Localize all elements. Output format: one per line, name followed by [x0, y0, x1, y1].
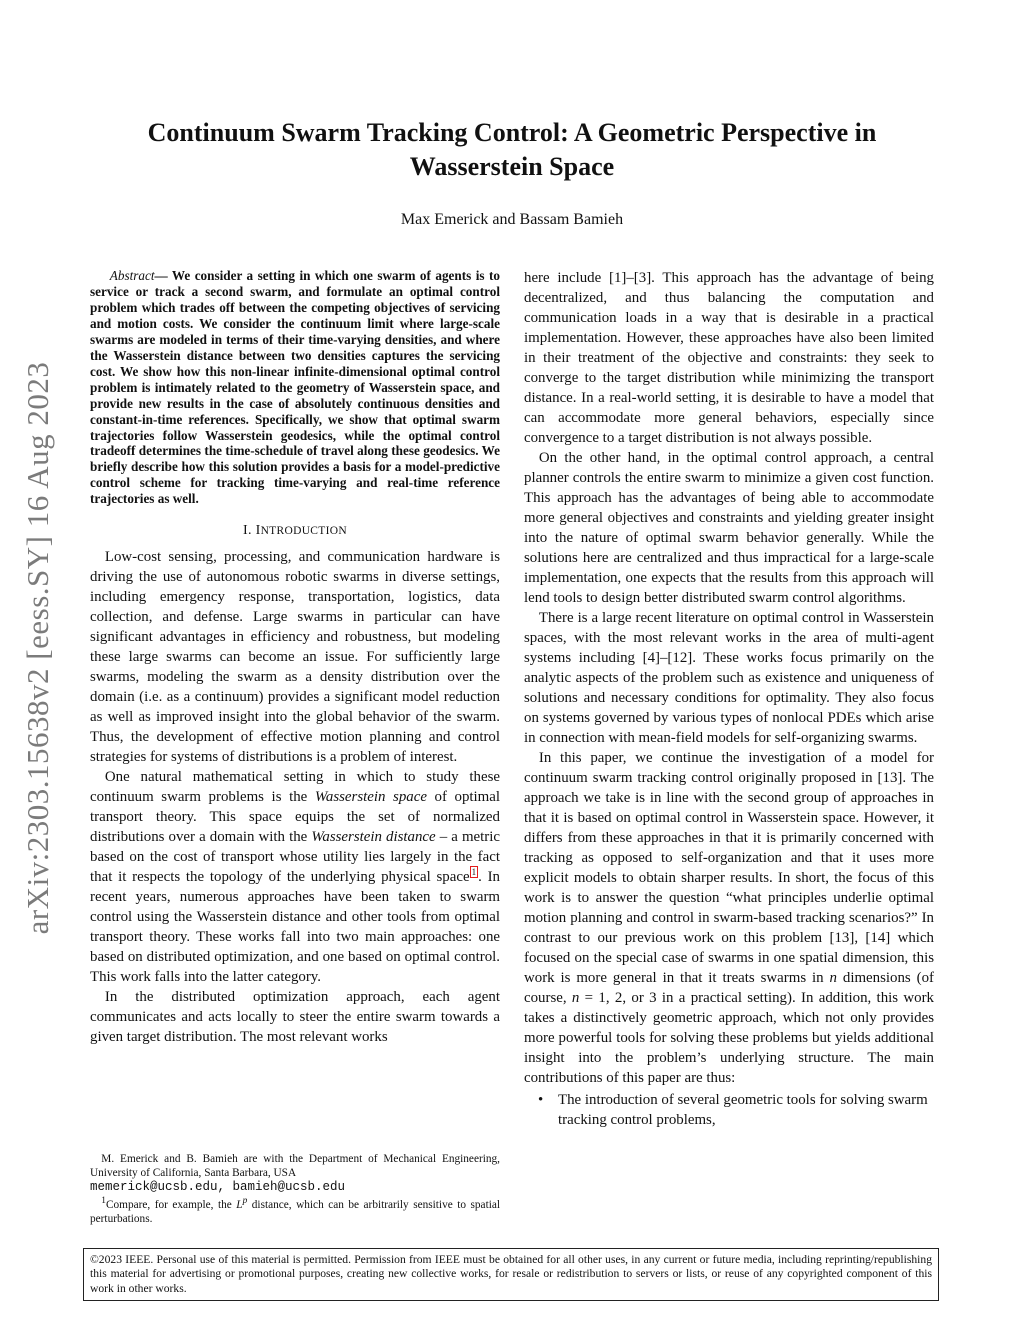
affiliation-text: M. Emerick and B. Bamieh are with the Department of Mechanical Engineering, University of California, Santa Barbara, USA	[90, 1153, 500, 1179]
right-p4-text-b: dimensions (of course,	[524, 970, 934, 1006]
footnotes	[90, 1152, 500, 1226]
abstract	[90, 268, 500, 507]
intro-p2-text-d: . In recent years, numerous approaches have been taken to swarm control using the Wasserstein distance and other tools from optimal transport theory. These works fall into two main approaches: one based on distributed optimization, and one based on optimal control. This work falls into the latter category.	[90, 869, 500, 986]
author-emails[interactable]: memerick@ucsb.edu, bamieh@ucsb.edu	[90, 1180, 346, 1194]
section-first-letter: I	[255, 523, 261, 539]
footnote-1-mark: 1	[101, 1196, 106, 1206]
intro-paragraph-3: In the distributed optimization approach, each agent communicates and acts locally to steer the entire swarm towards a given target distribution. The most relevant works	[90, 989, 500, 1046]
right-p4-text-a: In this paper, we continue the investigation of a model for continuum swarm tracking control originally proposed in [13]. The approach we take is in line with the second group of approaches in that it is based on optimal control in Wasserstein space. However, it differs from these approaches in that it is primarily concerned with tracking as opposed to self-organization and that it uses more explicit models to obtain sharper results. In short, the focus of this work is to answer the question “what principles underlie optimal motion planning and control in swarm-based tracking scenarios?” In contrast to our previous work on this problem [13], [14] which focused on the special case of swarms in one spatial dimension, this work is more general in that it treats swarms in	[524, 750, 934, 986]
intro-p2-text-a: One natural mathematical setting in which to study these continuum swarm problems is the	[90, 769, 500, 806]
paper-authors: Max Emerick and Bassam Bamieh	[400, 211, 624, 228]
intro-p2-emph-wasserstein-space: Wasserstein space	[314, 789, 427, 806]
right-p4-n-2: n	[571, 990, 580, 1006]
copyright-notice: ©2023 IEEE. Personal use of this material is permitted. Permission from IEEE must be obtained for all other uses, in any current or future media, including reprinting/republishing this material for advertising or promotional purposes, creating new collective works, for resale or redistribution to servers or lists, or reuse of any copyrighted component of this work in other works.	[83, 1248, 939, 1301]
arxiv-identifier: arXiv:2303.15638v2 [eess.SY] 16 Aug 2023	[20, 361, 55, 935]
bullet-icon: •	[538, 1092, 544, 1108]
footnote-1-L: L	[236, 1198, 243, 1211]
intro-p2-text-c: – a metric based on the cost of transport whose utility lies largely in the fact that it respects the topology of the underlying physical space	[90, 829, 500, 886]
right-column	[524, 268, 934, 1130]
section-number: I.	[243, 523, 256, 539]
title-line-1: Continuum Swarm Tracking Control: A Geometric Perspective in	[147, 118, 877, 147]
right-paragraph-3: There is a large recent literature on optimal control in Wasserstein spaces, with the most relevant works in the area of multi-agent systems including [4]–[12]. These works focus primarily on the analytic aspects of the problem such as existence and uniqueness of solutions and necessary conditions for optimality. They also focus on systems governed by various types of nonlocal PDEs which arise in connection with mean-field models for self-organizing swarms.	[524, 610, 934, 746]
paper-title	[100, 116, 924, 184]
arxiv-sidebar-stamp	[14, 338, 62, 958]
footnote-1-text-a: Compare, for example, the	[106, 1198, 237, 1211]
abstract-label: Abstract	[109, 268, 155, 283]
list-item	[524, 1090, 934, 1130]
abstract-text: — We consider a setting in which one swarm of agents is to service or track a second swarm, and formulate an optimal control problem which trades off between the competing objectives of servicing and motion costs. We consider the continuum limit where large-scale swarms are modeled in terms of their time-varying densities, and where the Wasserstein distance between two densities captures the servicing cost. We show how this non-linear infinite-dimensional optimal control problem is intimately related to the geometry of Wasserstein space, and provide new results in the case of absolutely continuous densities and constant-in-time references. Specifically, we show that optimal swarm trajectories follow Wasserstein geodesics, while the optimal control tradeoff determines the time-schedule of travel along these geodesics. We briefly describe how this solution provides a basis for a model-predictive control scheme for tracking time-varying and real-time reference trajectories as well.	[90, 268, 500, 507]
contributions-list	[524, 1090, 934, 1130]
footnote-1	[90, 1194, 500, 1226]
intro-p2-emph-wasserstein-distance: Wasserstein distance	[311, 829, 436, 846]
intro-paragraph-1: Low-cost sensing, processing, and communication hardware is driving the use of autonomous robotic swarms in diverse settings, including emergency response, transportation, logistics, data collection, and defense. Large swarms in particular can have significant advantages in efficiency and robustness, but modeling these large swarms can become an issue. For sufficiently large swarms, modeling the swarm as a density distribution over the domain (i.e. as a continuum) provides a significant model reduction as well as improved insight into the global behavior of the swarm. Thus, the development of effective motion planning and control strategies for systems of distributions is a problem of interest.	[90, 549, 500, 766]
section-rest: NTRODUCTION	[260, 525, 347, 538]
footnote-1-text-b: distance, which can be arbitrarily sensitive to spatial perturbations.	[90, 1198, 500, 1225]
title-line-2: Wasserstein Space	[409, 152, 615, 181]
section-heading-introduction	[90, 523, 500, 539]
intro-p2-text-b: of optimal transport theory. This space equips the set of normalized distributions over a domain with the	[90, 789, 500, 846]
footnote-1-link[interactable]: 1	[471, 867, 477, 878]
intro-paragraph-2	[90, 767, 500, 987]
left-column	[90, 268, 500, 1047]
right-paragraph-4	[524, 748, 934, 1088]
affiliation-footnote	[90, 1152, 500, 1194]
right-p4-text-c: = 1, 2, or 3 in a practical setting). In addition, this work takes a distinctively geometric approach, which not only provides more powerful tools for solving these problems but yields additional insight into the problem’s underlying structure. The main contributions of this paper are thus:	[524, 990, 934, 1086]
right-paragraph-1: here include [1]–[3]. This approach has the advantage of being decentralized, and thus balancing the computation and communication loads in a way that is desirable in a practical implementation. However, these approaches have also been limited in their treatment of the objective and constraints: they seek to converge to the target distribution while minimizing the transport distance. In a real-world setting, it is desirable to have a model that can accommodate more general behaviors, especially since convergence to a target distribution is not always possible.	[524, 270, 934, 446]
right-p4-n-1: n	[829, 970, 837, 986]
right-paragraph-2: On the other hand, in the optimal control approach, a central planner controls the entire swarm to minimize a given cost function. This approach has the advantages of being able to accommodate more general objectives and constraints and yielding greater insight into the nature of optimal swarm behavior generally. While the solutions here are centralized and thus impractical for a large-scale implementation, one expects that the results from this approach will lend tools to design better distributed swarm control algorithms.	[524, 450, 934, 606]
footnote-1-p: p	[242, 1196, 248, 1206]
bullet-1-text: The introduction of several geometric tools for solving swarm tracking control problems,	[558, 1092, 928, 1128]
